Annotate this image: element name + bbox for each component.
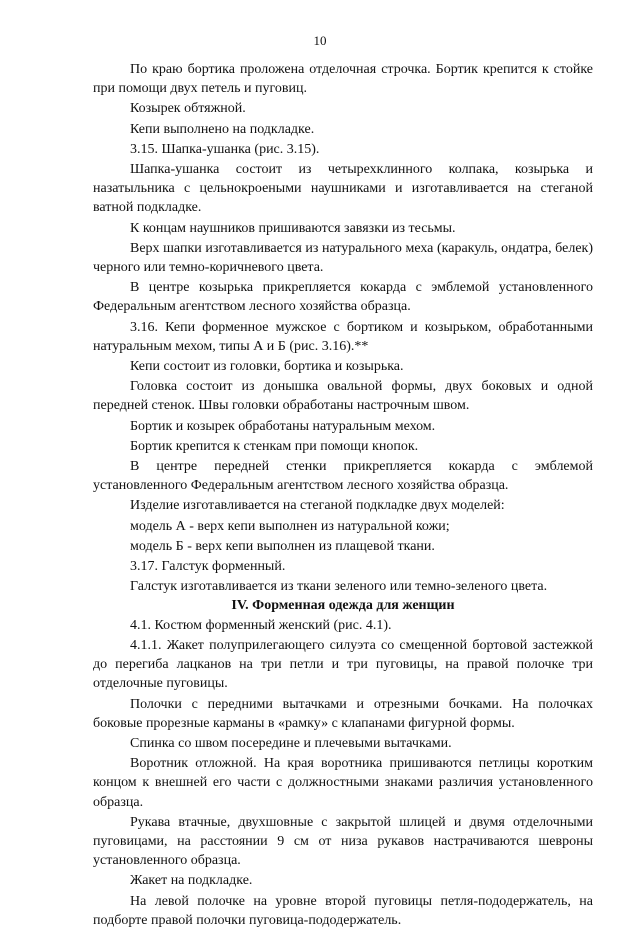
paragraph: Кепи состоит из головки, бортика и козырька.	[130, 359, 404, 375]
paragraph: модель А - верх кепи выполнен из натуральной кожи;	[130, 518, 450, 534]
paragraph: модель Б - верх кепи выполнен из плащевой ткани.	[130, 538, 435, 554]
paragraph: Бортик крепится к стенкам при помощи кнопок.	[130, 438, 419, 454]
paragraph: Воротник отложной. На края воротника пришиваются петлицы коротким концом к внешней его части с должностными знаками различия установленного образца.	[93, 756, 593, 810]
paragraph: В центре козырька прикрепляется кокарда с эмблемой установленного Федеральным агентством лесного хозяйства образца.	[93, 280, 593, 315]
paragraph: Жакет на подкладке.	[130, 873, 253, 889]
paragraph: Бортик и козырек обработаны натуральным мехом.	[130, 418, 436, 434]
page-number: 10	[313, 33, 327, 48]
paragraph: Козырек обтяжной.	[130, 101, 246, 117]
paragraph: Полочки с передними вытачками и отрезными бочками. На полочках боковые прорезные карманы в «рамку» с клапанами фигурной формы.	[93, 696, 593, 731]
paragraph: По краю бортика проложена отделочная строчка. Бортик крепится к стойке при помощи двух петель и пуговиц.	[93, 62, 593, 97]
paragraph: 4.1. Костюм форменный женский (рис. 4.1).	[130, 617, 392, 633]
paragraph: Изделие изготавливается на стеганой подкладке двух моделей:	[130, 498, 505, 514]
paragraph: Шапка-ушанка состоит из четырехклинного колпака, козырька и назатыльника с цельнокроеными наушниками и изготавливается на стеганой ватной подкладке.	[93, 162, 593, 216]
paragraph: 4.1.1. Жакет полуприлегающего силуэта со смещенной бортовой застежкой до перегиба лацканов на три петли и три пуговицы, на правой полочке три отделочные пуговицы.	[93, 637, 593, 692]
paragraph: Галстук изготавливается из ткани зеленого или темно-зеленого цвета.	[130, 579, 548, 595]
paragraph: На левой полочке на уровне второй пуговицы петля-пододержатель, на подборте правой полочки пуговица-пододержатель.	[93, 893, 593, 928]
paragraph: Спинка со швом посередине и плечевыми вытачками.	[130, 735, 452, 751]
paragraph: 3.17. Галстук форменный.	[130, 559, 286, 575]
paragraph: 3.15. Шапка-ушанка (рис. 3.15).	[130, 141, 320, 157]
paragraph: Верх шапки изготавливается из натурального меха (каракуль, ондатра, белек) черного или темно-коричневого цвета.	[93, 240, 593, 276]
paragraph: Головка состоит из донышка овальной формы, двух боковых и одной передней стенок. Швы головки обработаны настрочным швом.	[93, 379, 593, 414]
paragraph: В центре передней стенки прикрепляется кокарда с эмблемой установленного Федеральным агентством лесного хозяйства образца.	[93, 459, 593, 494]
section-heading: IV. Форменная одежда для женщин	[231, 598, 455, 614]
paragraph: Рукава втачные, двухшовные с закрытой шлицей и двумя отделочными пуговицами, на расстоянии 9 см от низа рукавов настрачиваются шевроны установленного образца.	[93, 814, 593, 869]
paragraph: К концам наушников пришиваются завязки из тесьмы.	[130, 220, 456, 236]
paragraph: Кепи выполнено на подкладке.	[130, 121, 315, 137]
document-body	[93, 60, 593, 930]
paragraph: 3.16. Кепи форменное мужское с бортиком и козырьком, обработанными натуральным мехом, типы А и Б (рис. 3.16).**	[93, 319, 593, 354]
